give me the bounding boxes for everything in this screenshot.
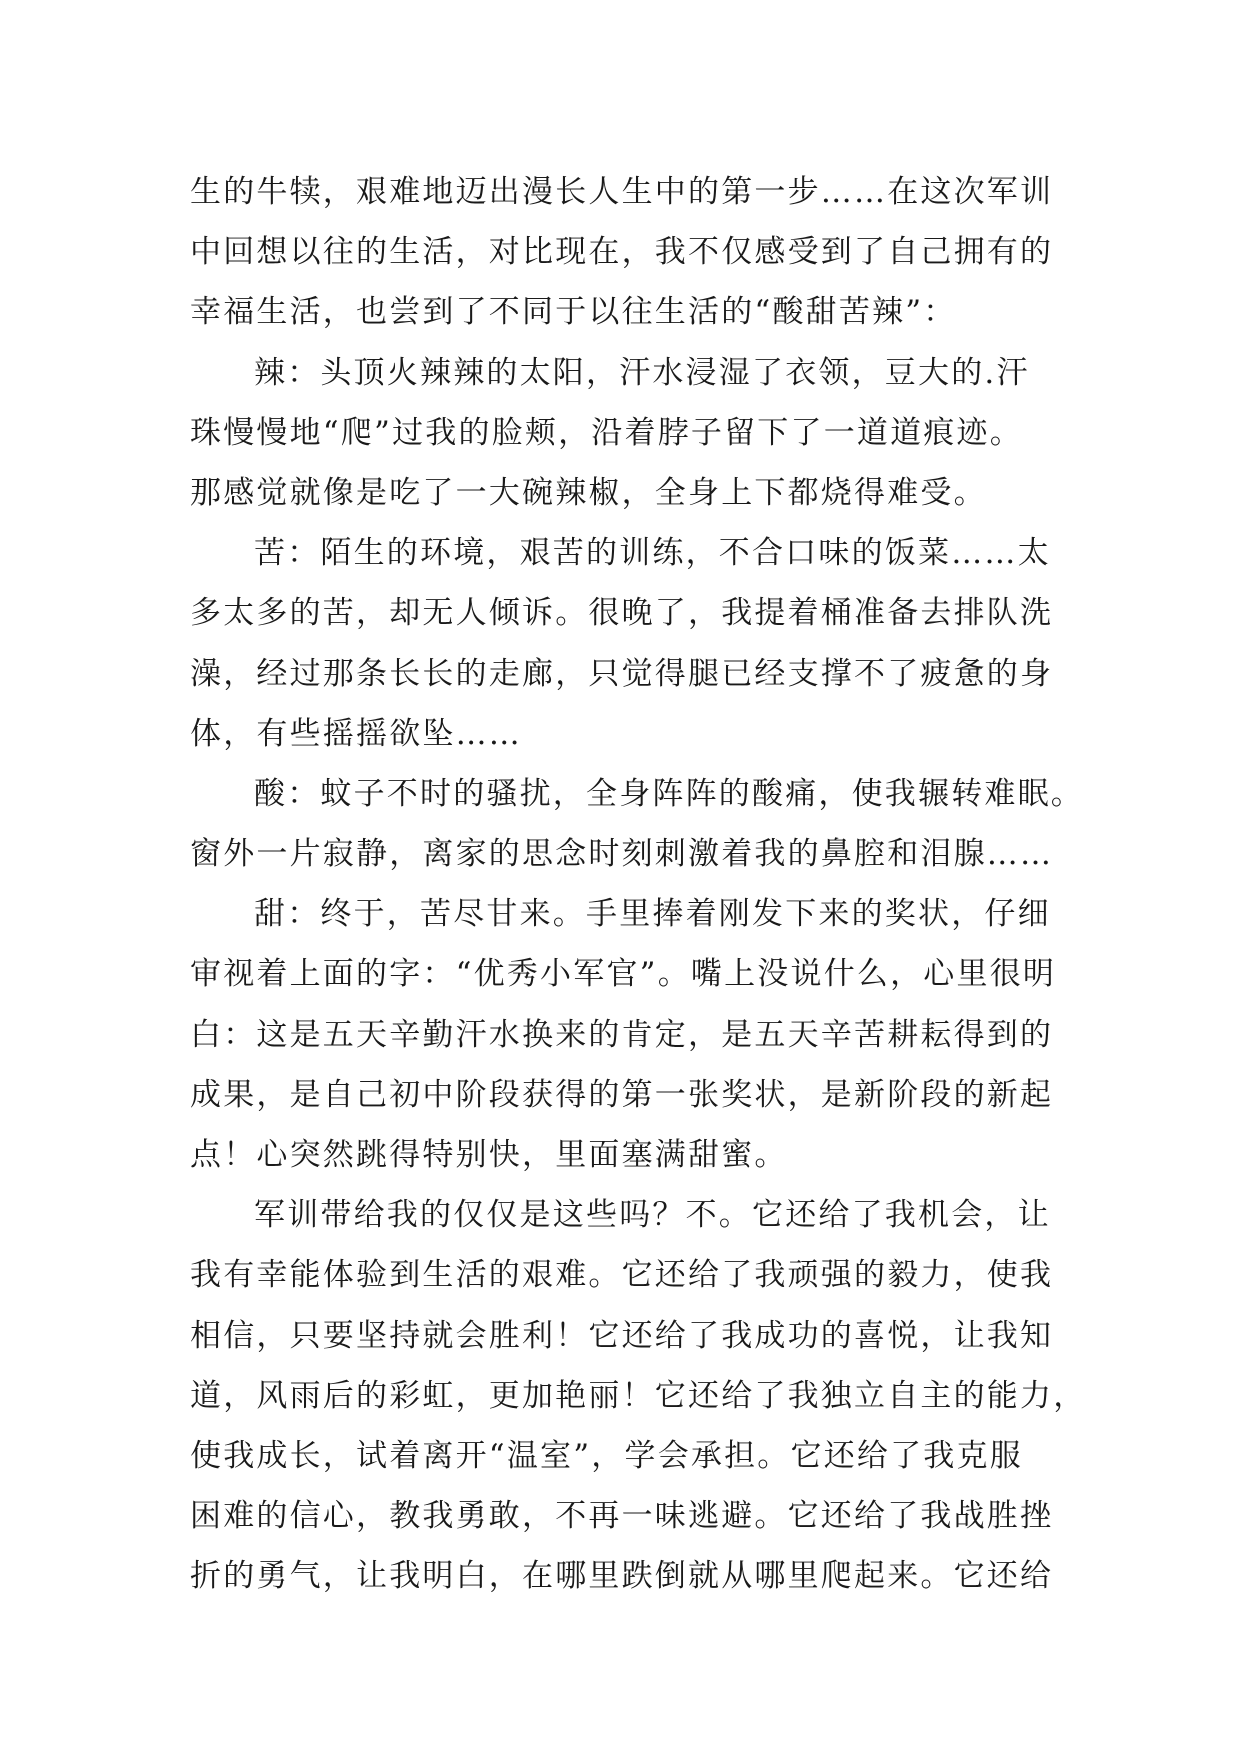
text-line: 折的勇气，让我明白，在哪里跌倒就从哪里爬起来。它还给 bbox=[190, 1558, 1054, 1595]
paragraph-start-line: 辣：头顶火辣辣的太阳，汗水浸湿了衣领，豆大的.汗 bbox=[254, 354, 1030, 391]
text-line: 多太多的苦，却无人倾诉。很晚了，我提着桶准备去排队洗 bbox=[190, 595, 1054, 632]
text-line: 那感觉就像是吃了一大碗辣椒，全身上下都烧得难受。 bbox=[190, 474, 987, 511]
text-line: 成果，是自己初中阶段获得的第一张奖状，是新阶段的新起 bbox=[190, 1076, 1054, 1113]
paragraph-start-line: 军训带给我的仅仅是这些吗？不。它还给了我机会，让 bbox=[254, 1197, 1051, 1234]
text-line: 澡，经过那条长长的走廊，只觉得腿已经支撑不了疲惫的身 bbox=[190, 655, 1054, 692]
text-line: 珠慢慢地“爬”过我的脸颊，沿着脖子留下了一道道痕迹。 bbox=[190, 414, 1023, 451]
text-line: 白：这是五天辛勤汗水换来的肯定，是五天辛苦耕耘得到的 bbox=[190, 1016, 1054, 1053]
paragraph-start-line: 酸：蚊子不时的骚扰，全身阵阵的酸痛，使我辗转难眠。 bbox=[254, 775, 1084, 812]
text-line: 审视着上面的字：“优秀小军官”。嘴上没说什么，心里很明 bbox=[190, 956, 1057, 993]
text-line: 中回想以往的生活，对比现在，我不仅感受到了自己拥有的 bbox=[190, 234, 1054, 271]
text-line: 相信，只要坚持就会胜利！它还给了我成功的喜悦，让我知 bbox=[190, 1317, 1054, 1354]
text-line: 我有幸能体验到生活的艰难。它还给了我顽强的毅力，使我 bbox=[190, 1257, 1054, 1294]
text-line: 困难的信心，教我勇敢，不再一味逃避。它还给了我战胜挫 bbox=[190, 1498, 1054, 1535]
paragraph-start-line: 苦：陌生的环境，艰苦的训练，不合口味的饭菜……太 bbox=[254, 535, 1051, 572]
text-line: 使我成长，试着离开“温室”，学会承担。它还给了我克服 bbox=[190, 1437, 1023, 1474]
document-body bbox=[190, 162, 1087, 1607]
text-line: 幸福生活，也尝到了不同于以往生活的“酸甜苦辣”： bbox=[190, 294, 957, 331]
text-line: 体，有些摇摇欲坠…… bbox=[190, 715, 522, 752]
text-line: 点！心突然跳得特别快，里面塞满甜蜜。 bbox=[190, 1137, 788, 1173]
text-line: 窗外一片寂静，离家的思念时刻刺激着我的鼻腔和泪腺…… bbox=[190, 836, 1054, 873]
text-line: 生的牛犊，艰难地迈出漫长人生中的第一步……在这次军训 bbox=[190, 174, 1054, 210]
text-line: 道，风雨后的彩虹，更加艳丽！它还给了我独立自主的能力， bbox=[190, 1377, 1087, 1414]
paragraph-start-line: 甜：终于，苦尽甘来。手里捧着刚发下来的奖状，仔细 bbox=[254, 896, 1051, 933]
